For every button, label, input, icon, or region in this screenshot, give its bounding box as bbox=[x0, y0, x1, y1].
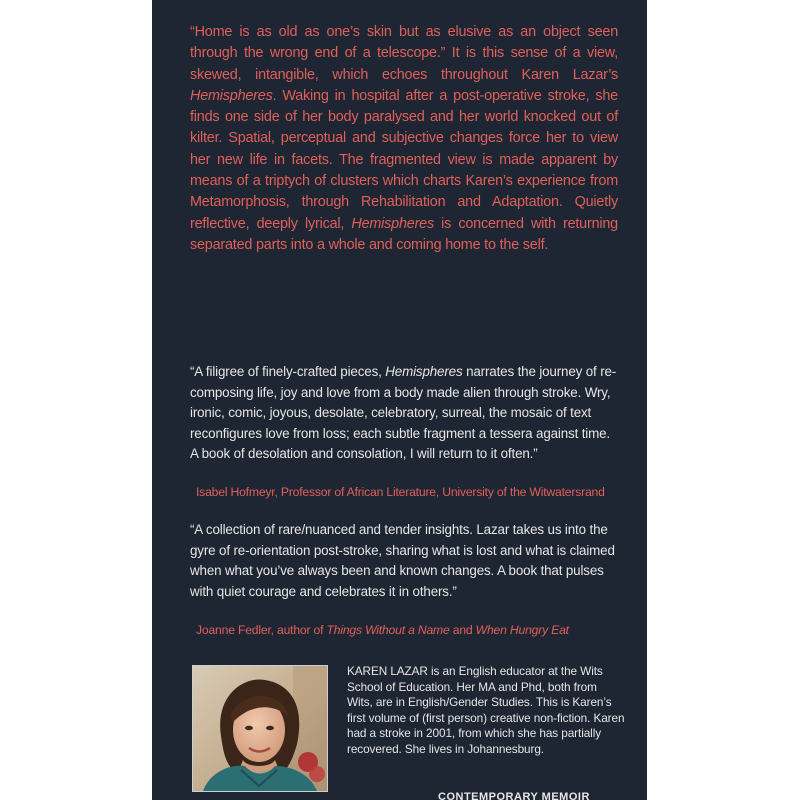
blurb-paragraph bbox=[190, 22, 618, 256]
attr2-text-2: and bbox=[449, 623, 476, 637]
review-quote-1 bbox=[190, 362, 620, 465]
quote1-text-1: “A filigree of finely-crafted pieces, bbox=[190, 364, 386, 379]
review-quote-2: “A collection of rare/nuanced and tender insights. Lazar takes us into the gyre of re-orientation post-stroke, sharing what is lost and what is claimed when what you’ve always been and known changes. A book that pulses with quiet courage and celebrates it in others.” bbox=[190, 522, 615, 599]
blurb-text-3: is concerned with returning separated parts into a whole and coming home to the self. bbox=[190, 215, 618, 253]
author-bio: KAREN LAZAR is an English educator at the Wits School of Education. Her MA and Phd, both from Wits, are in English/Gender Studies. This is Karen’s first volume of (first person) creative non-fiction. Karen had a stroke in 2001, from which she has partially recovered. She lives in Johannesburg. bbox=[347, 664, 625, 756]
blurb-text-1: “Home is as old as one’s skin but as elusive as an object seen through the wrong end of a telescope.” It is this sense of a view, skewed, intangible, which echoes throughout Karen Lazar’s bbox=[190, 24, 618, 83]
attr2-book-title-2: When Hungry Eat bbox=[475, 623, 569, 637]
attr2-book-title-1: Things Without a Name bbox=[326, 623, 450, 637]
book-back-cover bbox=[152, 0, 647, 800]
attr2-text-1: Joanne Fedler, author of bbox=[196, 623, 327, 637]
author-portrait-image bbox=[193, 666, 327, 791]
review-attribution-1: Isabel Hofmeyr, Professor of African Literature, University of the Witwatersrand bbox=[196, 485, 605, 499]
quote1-book-title: Hemispheres bbox=[385, 364, 463, 379]
author-photo bbox=[192, 665, 328, 792]
blurb-book-title-2: Hemispheres bbox=[351, 215, 434, 232]
blurb-book-title-1: Hemispheres bbox=[190, 87, 273, 104]
category-label: CONTEMPORARY MEMOIR bbox=[438, 791, 590, 800]
blurb-text-2: . Waking in hospital after a post-operative stroke, she finds one side of her body paralysed and her world knocked out of kilter. Spatial, perceptual and subjective changes force her to view her new life in facets. The fragmented view is made apparent by means of a triptych of clusters which charts Karen’s experience from Metamorphosis, through Rehabilitation and Adaptation. Quietly reflective, deeply lyrical, bbox=[190, 87, 618, 232]
review-attribution-2 bbox=[196, 622, 626, 638]
quote1-text-2: narrates the journey of re-composing life, joy and love from a body made alien through stroke. Wry, ironic, comic, joyous, desolate, celebratory, surreal, the mosaic of text reconfigures love from loss; each subtle fragment a tessera against time. A book of desolation and consolation, I will return to it often.” bbox=[190, 364, 617, 461]
